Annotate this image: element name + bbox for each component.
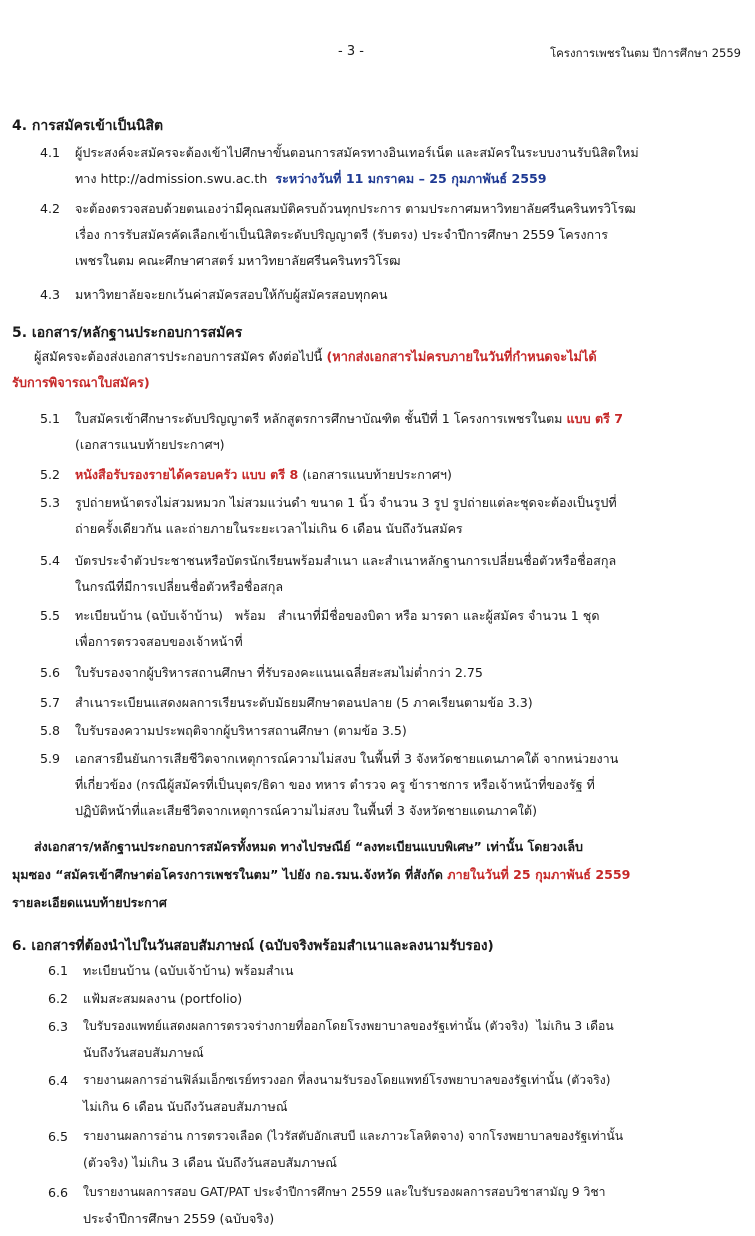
item-text: แฟ้มสะสมผลงาน (portfolio)	[83, 991, 243, 1006]
item-number: 6.6	[48, 1185, 69, 1200]
item-text: ปฏิบัติหน้าที่และเสียชีวิตจากเหตุการณ์ความไม่สงบ ในพื้นที่ 3 จังหวัดชายแดนภาคใต้)	[75, 803, 538, 818]
form-code: แบบ ตรี 7	[566, 411, 624, 426]
submission-deadline: ภายในวันที่ 25 กุมภาพันธ์ 2559	[447, 867, 631, 882]
item-text: จะต้องตรวจสอบด้วยตนเองว่ามีคุณสมบัติครบถ้วนทุกประการ ตามประกาศมหาวิทยาลัยศรีนครินทรวิโรฒ	[75, 201, 636, 216]
item-text: ใบรับรองความประพฤติจากผู้บริหารสถานศึกษา (ตามข้อ 3.5)	[75, 723, 407, 738]
item-number: 4.1	[40, 145, 61, 160]
item-number: 5.5	[40, 608, 61, 623]
item-number: 4.3	[40, 287, 61, 302]
item-number: 5.2	[40, 467, 61, 482]
item-text: ใบรับรองแพทย์แสดงผลการตรวจร่างกายที่ออกโดยโรงพยาบาลของรัฐเท่านั้น (ตัวจริง) ไม่เกิน 3 เดือน	[83, 1019, 614, 1033]
section-5-intro: ผู้สมัครจะต้องส่งเอกสารประกอบการสมัคร ดังต่อไปนี้	[34, 350, 323, 365]
item-text: ไม่เกิน 6 เดือน นับถึงวันสอบสัมภาษณ์	[83, 1099, 288, 1114]
item-number: 6.1	[48, 963, 69, 978]
page-number: - 3 -	[338, 44, 364, 59]
item-text: ในกรณีที่มีการเปลี่ยนชื่อตัวหรือชื่อสกุล	[75, 579, 284, 594]
item-number: 5.7	[40, 695, 61, 710]
item-text: (เอกสารแนบท้ายประกาศฯ)	[75, 437, 225, 452]
item-text: รูปถ่ายหน้าตรงไม่สวมหมวก ไม่สวมแว่นดำ ขนาด 1 นิ้ว จำนวน 3 รูป รูปถ่ายแต่ละชุดจะต้องเป็นรูปที่	[75, 495, 617, 510]
item-number: 5.4	[40, 553, 61, 568]
item-number: 5.6	[40, 665, 61, 680]
admission-url: ทาง http://admission.swu.ac.th	[75, 171, 268, 186]
item-number: 6.4	[48, 1073, 69, 1088]
item-number: 4.2	[40, 201, 61, 216]
item-text: รายงานผลการอ่านฟิล์มเอ็กซเรย์ทรวงอก ที่ลงนามรับรองโดยแพทย์โรงพยาบาลของรัฐเท่านั้น (ตัวจริง)	[83, 1073, 611, 1087]
submission-instruction-cont: มุมซอง “สมัครเข้าศึกษาต่อโครงการเพชรในตม” ไปยัง กอ.รมน.จังหวัด ที่สังกัด	[12, 867, 443, 882]
submission-instruction: ส่งเอกสาร/หลักฐานประกอบการสมัครทั้งหมด ทางไปรษณีย์ “ลงทะเบียนแบบพิเศษ” เท่านั้น โดยวงเล็บ	[34, 839, 584, 854]
item-number: 6.5	[48, 1129, 69, 1144]
item-text: (ตัวจริง) ไม่เกิน 3 เดือน นับถึงวันสอบสัมภาษณ์	[83, 1155, 337, 1170]
application-period: ระหว่างวันที่ 11 มกราคม – 25 กุมภาพันธ์ 2559	[275, 171, 547, 186]
section-5-title: 5. เอกสาร/หลักฐานประกอบการสมัคร	[12, 325, 243, 341]
item-text: เพื่อการตรวจสอบของเจ้าหน้าที่	[75, 634, 243, 649]
item-text: ถ่ายครั้งเดียวกัน และถ่ายภายในระยะเวลาไม่เกิน 6 เดือน นับถึงวันสมัคร	[75, 521, 463, 536]
section-5-warning-cont: รับการพิจารณาใบสมัคร)	[12, 376, 150, 391]
item-text: ใบรายงานผลการสอบ GAT/PAT ประจำปีการศึกษา 2559 และใบรับรองผลการสอบวิชาสามัญ 9 วิชา	[83, 1185, 606, 1199]
income-certificate: หนังสือรับรองรายได้ครอบครัว แบบ ตรี 8	[75, 467, 299, 482]
item-text: รายงานผลการอ่าน การตรวจเลือด (ไวรัสตับอักเสบบี และภาวะโลหิตจาง) จากโรงพยาบาลของรัฐเท่านั้น	[83, 1129, 624, 1143]
item-number: 6.2	[48, 991, 69, 1006]
item-text: เอกสารยืนยันการเสียชีวิตจากเหตุการณ์ความไม่สงบ ในพื้นที่ 3 จังหวัดชายแดนภาคใต้ จากหน่วยงาน	[75, 751, 619, 766]
section-6-title: 6. เอกสารที่ต้องนำไปในวันสอบสัมภาษณ์ (ฉบับจริงพร้อมสำเนาและลงนามรับรอง)	[12, 938, 494, 954]
item-text: ทะเบียนบ้าน (ฉบับเจ้าบ้าน) พร้อม สำเนาที่มีชื่อของบิดา หรือ มารดา และผู้สมัคร จำนวน 1 ชุด	[75, 608, 600, 623]
item-text: ใบรับรองจากผู้บริหารสถานศึกษา ที่รับรองคะแนนเฉลี่ยสะสมไม่ต่ำกว่า 2.75	[75, 665, 483, 680]
item-number: 5.8	[40, 723, 61, 738]
project-header: โครงการเพชรในตม ปีการศึกษา 2559	[549, 46, 741, 60]
item-text: ประจำปีการศึกษา 2559 (ฉบับจริง)	[83, 1211, 275, 1226]
section-4-title: 4. การสมัครเข้าเป็นนิสิต	[12, 118, 164, 134]
section-5-warning: (หากส่งเอกสารไม่ครบภายในวันที่กำหนดจะไม่ได้	[326, 350, 597, 365]
item-text: ผู้ประสงค์จะสมัครจะต้องเข้าไปศึกษาขั้นตอนการสมัครทางอินเทอร์เน็ต และสมัครในระบบงานรับนิสิตใหม่	[75, 145, 639, 160]
details-note: รายละเอียดแนบท้ายประกาศ	[12, 895, 167, 910]
item-text: บัตรประจำตัวประชาชนหรือบัตรนักเรียนพร้อมสำเนา และสำเนาหลักฐานการเปลี่ยนชื่อตัวหรือชื่อสกุล	[75, 553, 617, 568]
item-text: มหาวิทยาลัยจะยกเว้นค่าสมัครสอบให้กับผู้สมัครสอบทุกคน	[75, 287, 388, 302]
item-number: 5.1	[40, 411, 61, 426]
item-text: ใบสมัครเข้าศึกษาระดับปริญญาตรี หลักสูตรการศึกษาบัณฑิต ชั้นปีที่ 1 โครงการเพชรในตม	[75, 411, 563, 426]
item-text: เพชรในตม คณะศึกษาศาสตร์ มหาวิทยาลัยศรีนครินทรวิโรฒ	[75, 253, 401, 268]
item-text: สำเนาระเบียนแสดงผลการเรียนระดับมัธยมศึกษาตอนปลาย (5 ภาคเรียนตามข้อ 3.3)	[75, 695, 533, 710]
item-text: นับถึงวันสอบสัมภาษณ์	[83, 1045, 204, 1060]
item-number: 5.3	[40, 495, 61, 510]
item-text: เรื่อง การรับสมัครคัดเลือกเข้าเป็นนิสิตระดับปริญญาตรี (รับตรง) ประจำปีการศึกษา 2559 โครงการ	[75, 227, 609, 242]
item-text: ที่เกี่ยวข้อง (กรณีผู้สมัครที่เป็นบุตร/ธิดา ของ ทหาร ตำรวจ ครู ข้าราชการ หรือเจ้าหน้าที่ของรัฐ ที่	[75, 777, 595, 792]
item-text: ทะเบียนบ้าน (ฉบับเจ้าบ้าน) พร้อมสำเน	[83, 963, 294, 978]
item-number: 5.9	[40, 751, 61, 766]
item-text: (เอกสารแนบท้ายประกาศฯ)	[302, 467, 452, 482]
item-number: 6.3	[48, 1019, 69, 1034]
